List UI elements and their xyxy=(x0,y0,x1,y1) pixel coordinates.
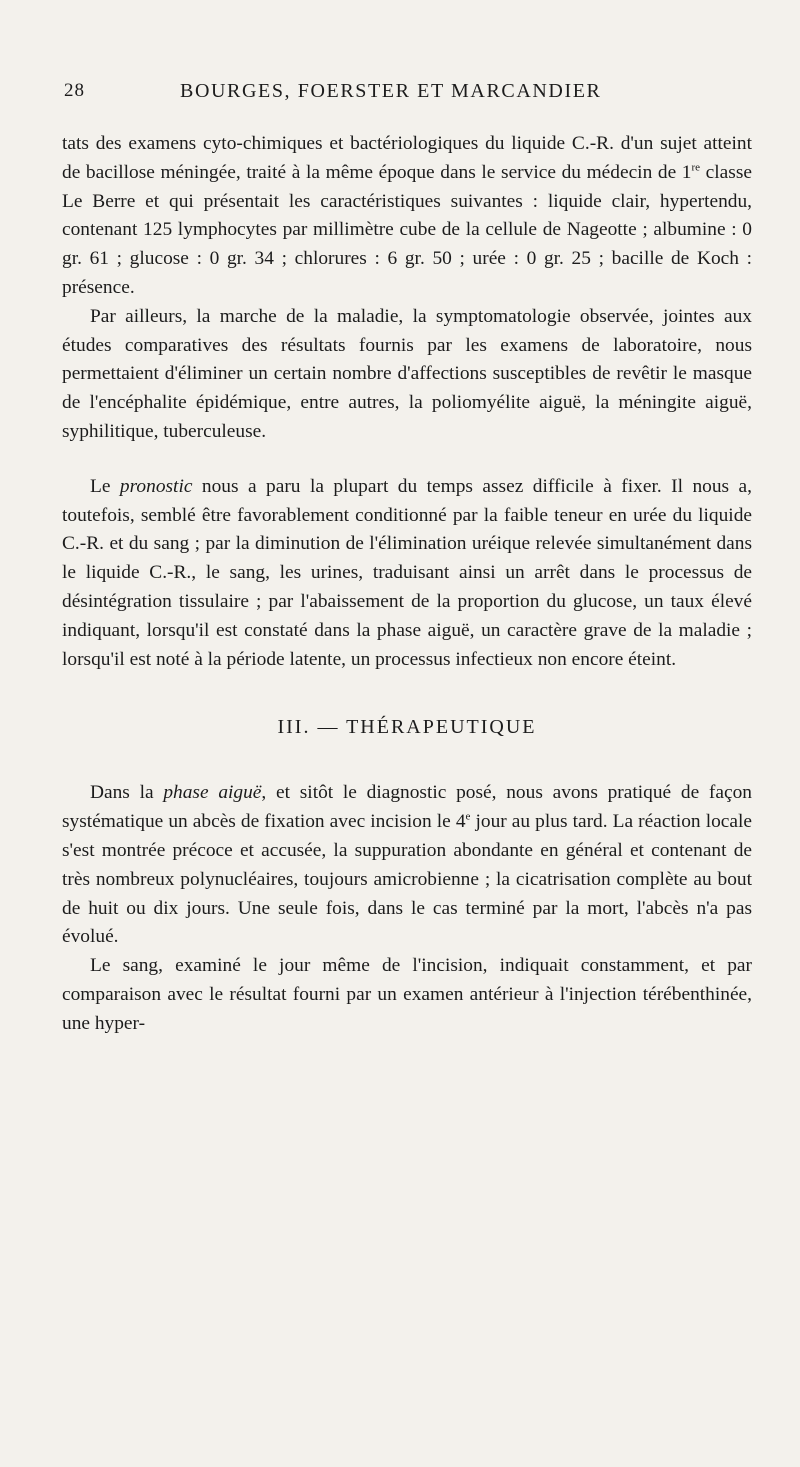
paragraph-csf-results: tats des examens cyto-chimiques et bactériologiques du liquide C.-R. d'un sujet atteint de bacillose méningée, traité à la même époque dans le service du médecin de 1re classe Le Berre et qui présentait les caractéristiques suivantes : liquide clair, hypertendu, contenant 125 lymphocytes par millimètre cube de la cellule de Nageotte ; albumine : 0 gr. 61 ; glucose : 0 gr. 34 ; chlorures : 6 gr. 50 ; urée : 0 gr. 25 ; bacille de Koch : présence. xyxy=(62,133,752,298)
paragraph-differential-diagnosis: Par ailleurs, la marche de la maladie, la symptomatologie observée, jointes aux études comparatives des résultats fournis par les examens de laboratoire, nous permettaient d'éliminer un certain nombre d'affections susceptibles de revêtir le masque de l'encéphalite épidémique, entre autres, la poliomyélite aiguë, la méningite aiguë, syphilitique, tuberculeuse. xyxy=(62,305,752,442)
paragraph-acute-phase: Dans la phase aiguë, et sitôt le diagnostic posé, nous avons pratiqué de façon systématique un abcès de fixation avec incision le 4e jour au plus tard. La réaction locale s'est montrée précoce et accusée, la suppuration abondante en général et contenant de très nombreux polynucléaires, toujours amicrobienne ; la cicatrisation complète au bout de huit ou dix jours. Une seule fois, dans le cas terminé par la mort, l'abcès n'a pas évolué. xyxy=(62,782,752,948)
running-title: BOURGES, FOERSTER ET MARCANDIER xyxy=(180,80,602,102)
paragraph-prognosis: Le pronostic nous a paru la plupart du temps assez difficile à fixer. Il nous a, toutefois, semblé être favorablement conditionné par la faible teneur en urée du liquide C.-R. et du sang ; par la diminution de l'élimination uréique relevée simultanément dans le liquide C.-R., le sang, les urines, traduisant ainsi un arrêt dans le processus de désintégration tissulaire ; par l'abaissement de la proportion du glucose, un taux élevé indiquant, lorsqu'il est constaté dans la phase aiguë, un caractère grave de la maladie ; lorsqu'il est noté à la période latente, un processus infectieux non encore éteint. xyxy=(62,475,752,670)
section-heading-therapeutique: III. — THÉRAPEUTIQUE xyxy=(277,716,537,739)
page-header xyxy=(62,80,752,120)
document-page xyxy=(62,80,752,1039)
page-number: 28 xyxy=(64,80,85,101)
paragraph-blood-exam: Le sang, examiné le jour même de l'incision, indiquait constamment, et par comparaison avec le résultat fourni par un examen antérieur à l'injection térébenthinée, une hyper- xyxy=(62,955,752,1034)
